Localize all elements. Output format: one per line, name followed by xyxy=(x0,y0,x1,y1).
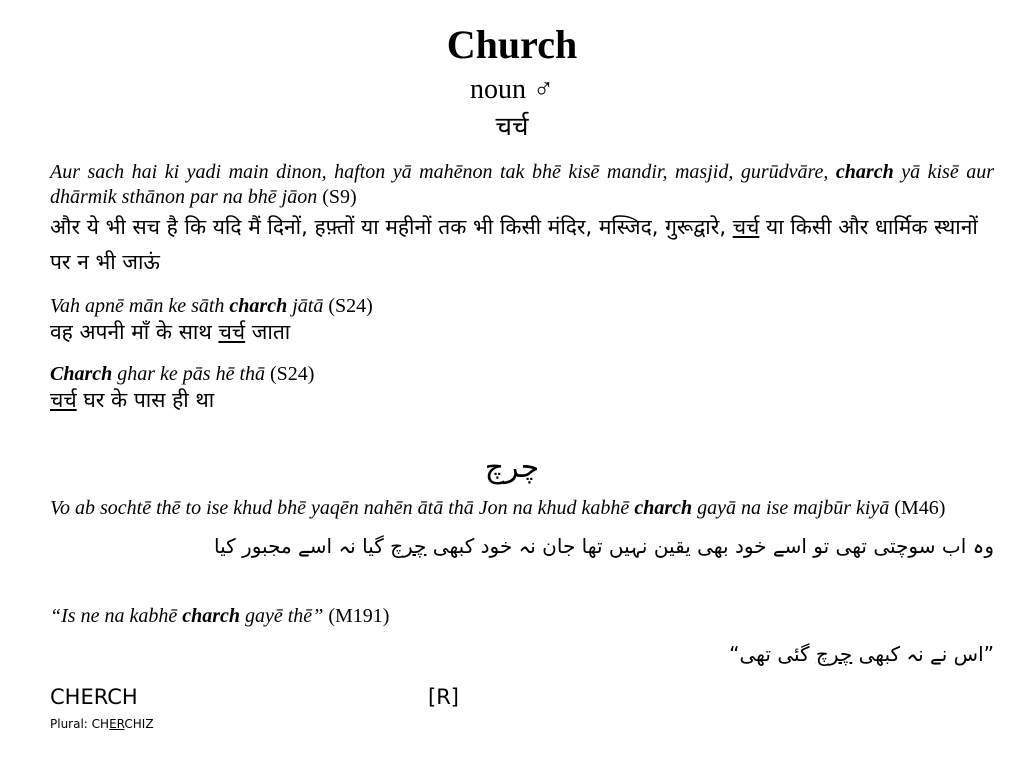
urdu-headword: چرچ xyxy=(484,450,540,485)
part-of-speech: noun ♂ xyxy=(470,74,554,105)
example-transliteration xyxy=(50,604,994,629)
source-reference: (S9) xyxy=(317,186,357,208)
transliteration-text: jātā xyxy=(287,295,324,317)
plural-form xyxy=(50,716,154,732)
hindi-example-2 xyxy=(50,294,994,345)
source-reference: (S24) xyxy=(323,295,373,317)
hindi-example-3 xyxy=(50,362,994,413)
transliteration-text: gayē thē” xyxy=(240,605,324,627)
transliteration-text: Vah apnē mān ke sāth xyxy=(50,295,230,317)
example-hindi xyxy=(50,210,994,280)
example-hindi xyxy=(50,387,994,413)
keyword-underlined: चर्च xyxy=(50,388,77,412)
example-transliteration xyxy=(50,294,994,319)
transliteration-text: yā kisē aur dhārmik sthānon par na bhē jāon xyxy=(50,161,994,208)
hindi-text: जाता xyxy=(245,320,291,344)
example-urdu xyxy=(50,531,994,561)
urdu-text: ”اس نے نہ کبھی xyxy=(852,642,994,666)
transliteration-text: Vo ab sochtē thē to ise khud bhē yaqēn nahēn ātā thā Jon na khud kabhē xyxy=(50,497,635,519)
example-transliteration xyxy=(50,496,994,521)
source-reference: (M46) xyxy=(889,497,946,519)
transliteration-text: Aur sach hai ki yadi main dinon, hafton yā mahēnon tak bhē kisē mandir, masjid, gurūdvāre, xyxy=(50,161,836,183)
headword: Church xyxy=(446,22,578,67)
transliteration-text: “Is ne na kabhē xyxy=(50,605,183,627)
plural-text: CHIZ xyxy=(124,717,154,731)
hindi-text: वह अपनी माँ के साथ xyxy=(50,320,219,344)
keyword-bold: charch xyxy=(229,295,288,317)
urdu-example-2 xyxy=(50,604,994,669)
urdu-text: گئی تھی“ xyxy=(729,642,816,666)
plural-stress-underlined: ER xyxy=(109,717,125,731)
example-hindi xyxy=(50,319,994,345)
plural-text: CH xyxy=(91,717,110,731)
hindi-text: या किसी और धार्मिक स्थानों पर न भी जाऊं xyxy=(50,215,978,274)
keyword-underlined: چرچ xyxy=(390,534,427,558)
transliteration-text: gayā na ise majbūr kiyā xyxy=(692,497,890,519)
urdu-text: وہ اب سوچتی تھی تو اسے خود بھی یقین نہیں تھا جان نہ خود کبھی xyxy=(426,534,994,558)
example-transliteration xyxy=(50,362,994,387)
hindi-text: घर के पास ही था xyxy=(76,388,215,412)
urdu-example-1 xyxy=(50,496,994,561)
keyword-bold: charch xyxy=(182,605,240,627)
keyword-underlined: چرچ xyxy=(815,642,853,666)
source-reference: (S24) xyxy=(265,363,315,385)
source-reference: (M191) xyxy=(323,605,390,627)
example-transliteration xyxy=(50,160,994,210)
hindi-text: और ये भी सच है कि यदि मैं दिनों, हफ़्तों या महीनों तक भी किसी मंदिर, मस्जिद, गुरूद्वारे, xyxy=(50,215,733,239)
romanized-spelling: CHERCH xyxy=(50,685,138,709)
example-urdu xyxy=(50,639,994,669)
pronunciation-code: [R] xyxy=(428,685,459,709)
keyword-underlined: चर्च xyxy=(732,215,760,239)
keyword-bold: Charch xyxy=(50,363,113,385)
hindi-headword: चर्च xyxy=(495,112,529,142)
keyword-underlined: चर्च xyxy=(218,320,246,344)
transliteration-text: ghar ke pās hē thā xyxy=(112,363,266,385)
urdu-text: گیا نہ اسے مجبور کیا xyxy=(214,534,391,558)
plural-label: Plural: xyxy=(50,717,92,731)
hindi-example-1 xyxy=(50,160,994,280)
keyword-bold: charch xyxy=(835,161,894,183)
keyword-bold: charch xyxy=(634,497,693,519)
